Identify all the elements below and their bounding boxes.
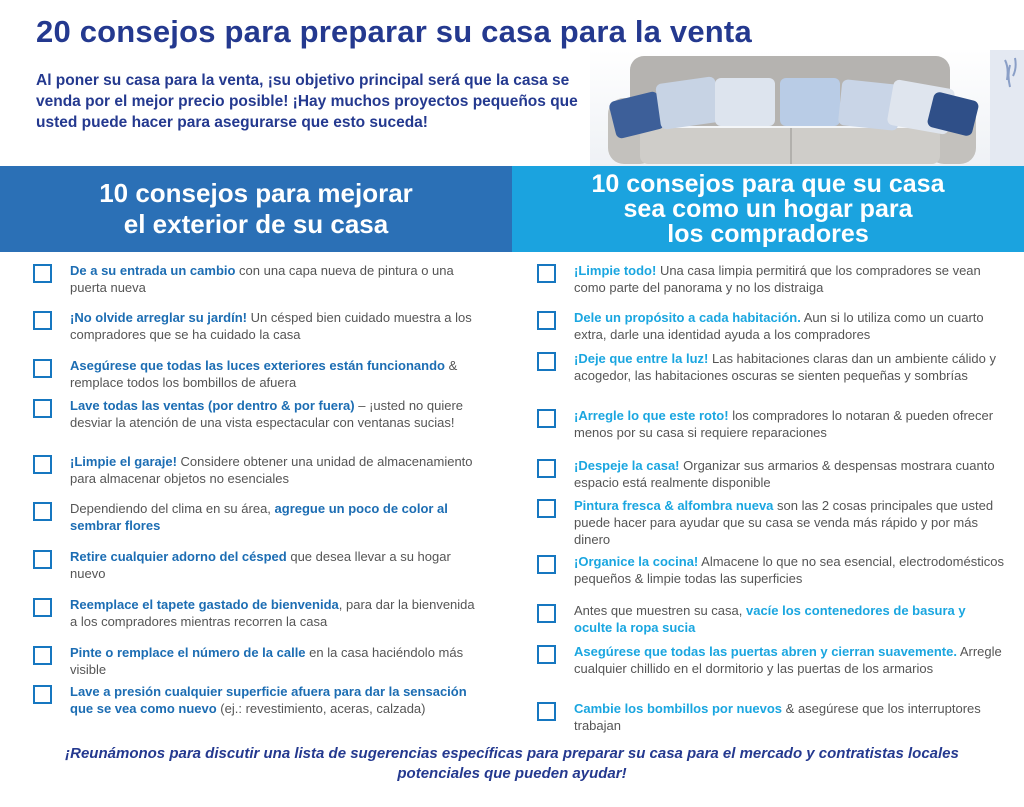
tip-highlight: ¡No olvide arreglar su jardín! (70, 310, 247, 325)
tip-text (574, 700, 1004, 734)
tip-detail: & asegúrese que los interruptores trabajan (574, 701, 981, 733)
tip-detail: que desea llevar a su hogar nuevo (70, 549, 451, 581)
tip-text (574, 309, 1004, 343)
tip-highlight: Pinte o remplace el número de la calle (70, 645, 306, 660)
checkbox[interactable] (33, 455, 52, 474)
exterior-tip-7 (33, 548, 480, 582)
tip-detail: Un césped bien cuidado muestra a los compradores que se ha cuidado la casa (70, 310, 472, 342)
interior-tip-8 (537, 602, 1004, 636)
exterior-tip-6 (33, 500, 480, 534)
checkbox[interactable] (537, 555, 556, 574)
interior-tips-heading: 10 consejos para que su casa sea como un hogar para los compradores (591, 169, 945, 248)
interior-tip-10 (537, 700, 1004, 734)
interior-tip-1 (537, 262, 1004, 296)
tip-highlight: Retire cualquier adorno del césped (70, 549, 287, 564)
interior-tip-9 (537, 643, 1004, 677)
tip-highlight: ¡Arregle lo que este roto! (574, 408, 729, 423)
tip-detail: – ¡usted no quiere desviar la atención de una vista espectacular con ventanas sucias! (70, 398, 464, 430)
tip-text (574, 553, 1004, 587)
interior-tip-3 (537, 350, 1004, 384)
tip-highlight: Asegúrese que todas las puertas abren y cierran suavemente. (574, 644, 957, 659)
interior-tip-6 (537, 497, 1004, 548)
interior-tip-2 (537, 309, 1004, 343)
tip-detail: Aun si lo utiliza como un cuarto extra, darle una identidad ayuda a los compradores (574, 310, 984, 342)
tip-lead-text: Antes que muestren su casa, (574, 603, 746, 618)
tip-detail: Almacene lo que no sea esencial, electrodomésticos pequeños & limpie todas las superficies (574, 554, 1004, 586)
exterior-tip-9 (33, 644, 480, 678)
interior-tips-header (512, 166, 1024, 252)
tip-highlight: Cambie los bombillos por nuevos (574, 701, 783, 716)
tip-text (70, 357, 480, 391)
tip-highlight: vacíe los contenedores de basura y oculte la ropa sucia (574, 603, 966, 635)
exterior-tip-1 (33, 262, 480, 296)
tip-text (70, 453, 480, 487)
tip-detail: Organizar sus armarios & despensas mostrara cuanto espacio está realmente disponible (574, 458, 995, 490)
tip-text (574, 643, 1004, 677)
tip-detail: & remplace todos los bombillos de afuera (70, 358, 458, 390)
tip-highlight: ¡Limpie todo! (574, 263, 657, 278)
checkbox[interactable] (537, 604, 556, 623)
tip-text (70, 262, 480, 296)
tip-text (70, 309, 480, 343)
checkbox[interactable] (33, 598, 52, 617)
tip-highlight: ¡Deje que entre la luz! (574, 351, 709, 366)
exterior-tip-8 (33, 596, 480, 630)
tip-detail: los compradores lo notaran & pueden ofrecer menos por su casa si requiere reparaciones (574, 408, 994, 440)
checkbox[interactable] (33, 359, 52, 378)
tip-highlight: ¡Limpie el garaje! (70, 454, 177, 469)
interior-tip-7 (537, 553, 1004, 587)
tip-highlight: Pintura fresca & alfombra nueva (574, 498, 774, 513)
tip-detail: Arregle cualquier chillido en el dormitorio y las puertas de los armarios (574, 644, 1002, 676)
tip-detail: Una casa limpia permitirá que los compradores se vean como parte del panorama y no los distraiga (574, 263, 981, 295)
tip-highlight: Lave a presión cualquier superficie afuera para dar la sensación que se vea como nuevo (70, 684, 467, 716)
tip-detail: Las habitaciones claras dan un ambiente cálido y acogedor, las habitaciones oscuras se sienten pequeñas y sombrías (574, 351, 996, 383)
tip-text (70, 596, 480, 630)
tip-text (70, 397, 480, 431)
checkbox[interactable] (33, 685, 52, 704)
checkbox[interactable] (33, 550, 52, 569)
tip-text (574, 350, 1004, 384)
checkbox[interactable] (33, 502, 52, 521)
checkbox[interactable] (33, 646, 52, 665)
checkbox[interactable] (537, 311, 556, 330)
exterior-tip-10 (33, 683, 480, 717)
tip-highlight: De a su entrada un cambio (70, 263, 236, 278)
tip-detail: con una capa nueva de pintura o una puerta nueva (70, 263, 454, 295)
exterior-tip-4 (33, 397, 480, 431)
checkbox[interactable] (537, 459, 556, 478)
tip-text (70, 644, 480, 678)
checkbox[interactable] (537, 352, 556, 371)
tip-highlight: ¡Despeje la casa! (574, 458, 680, 473)
interior-tip-5 (537, 457, 1004, 491)
tip-highlight: agregue un poco de color al sembrar flores (70, 501, 448, 533)
checkbox[interactable] (33, 399, 52, 418)
page-title: 20 consejos para preparar su casa para la venta (36, 14, 752, 49)
checkbox[interactable] (537, 409, 556, 428)
exterior-tips-heading: 10 consejos para mejorar el exterior de su casa (99, 178, 413, 239)
interior-tip-4 (537, 407, 1004, 441)
checkbox[interactable] (537, 264, 556, 283)
tip-text (574, 602, 1004, 636)
tip-highlight: Reemplace el tapete gastado de bienvenida (70, 597, 339, 612)
tip-text (574, 407, 1004, 441)
tip-detail: son las 2 cosas principales que usted puede hacer para ayudar que su casa se venda más rápido y por más dinero (574, 498, 994, 547)
sofa-image (590, 50, 1024, 168)
exterior-tips-header (0, 166, 512, 252)
exterior-tip-2 (33, 309, 480, 343)
tip-highlight: Lave todas las ventas (por dentro & por fuera) (70, 398, 355, 413)
checkbox[interactable] (537, 702, 556, 721)
tip-highlight: ¡Organice la cocina! (574, 554, 699, 569)
exterior-tip-5 (33, 453, 480, 487)
tip-highlight: Dele un propósito a cada habitación. (574, 310, 801, 325)
tip-highlight: Asegúrese que todas las luces exteriores están funcionando (70, 358, 445, 373)
tip-text (70, 683, 480, 717)
tip-detail: en la casa haciéndolo más visible (70, 645, 464, 677)
tip-detail: (ej.: revestimiento, aceras, calzada) (216, 701, 426, 716)
footer-note: ¡Reunámonos para discutir una lista de sugerencias específicas para preparar su casa para el mercado y contratistas locales potenciales que pueden ayudar! (65, 745, 959, 782)
tip-text (574, 262, 1004, 296)
checkbox[interactable] (33, 264, 52, 283)
checkbox[interactable] (537, 645, 556, 664)
exterior-tip-3 (33, 357, 480, 391)
checkbox[interactable] (33, 311, 52, 330)
intro-text: Al poner su casa para la venta, ¡su objetivo principal será que la casa se venda por el mejor precio posible! ¡Hay muchos proyectos pequeños que usted puede hacer para asegurarse que esto suceda! (36, 72, 578, 131)
tip-lead-text: Dependiendo del clima en su área, (70, 501, 275, 516)
tip-detail: , para dar la bienvenida a los compradores mientras recorren la casa (70, 597, 475, 629)
tip-text (70, 548, 480, 582)
tip-text (574, 497, 1004, 548)
checkbox[interactable] (537, 499, 556, 518)
tip-text (574, 457, 1004, 491)
tip-detail: Considere obtener una unidad de almacenamiento para almacenar objetos no esenciales (70, 454, 473, 486)
tip-text (70, 500, 480, 534)
